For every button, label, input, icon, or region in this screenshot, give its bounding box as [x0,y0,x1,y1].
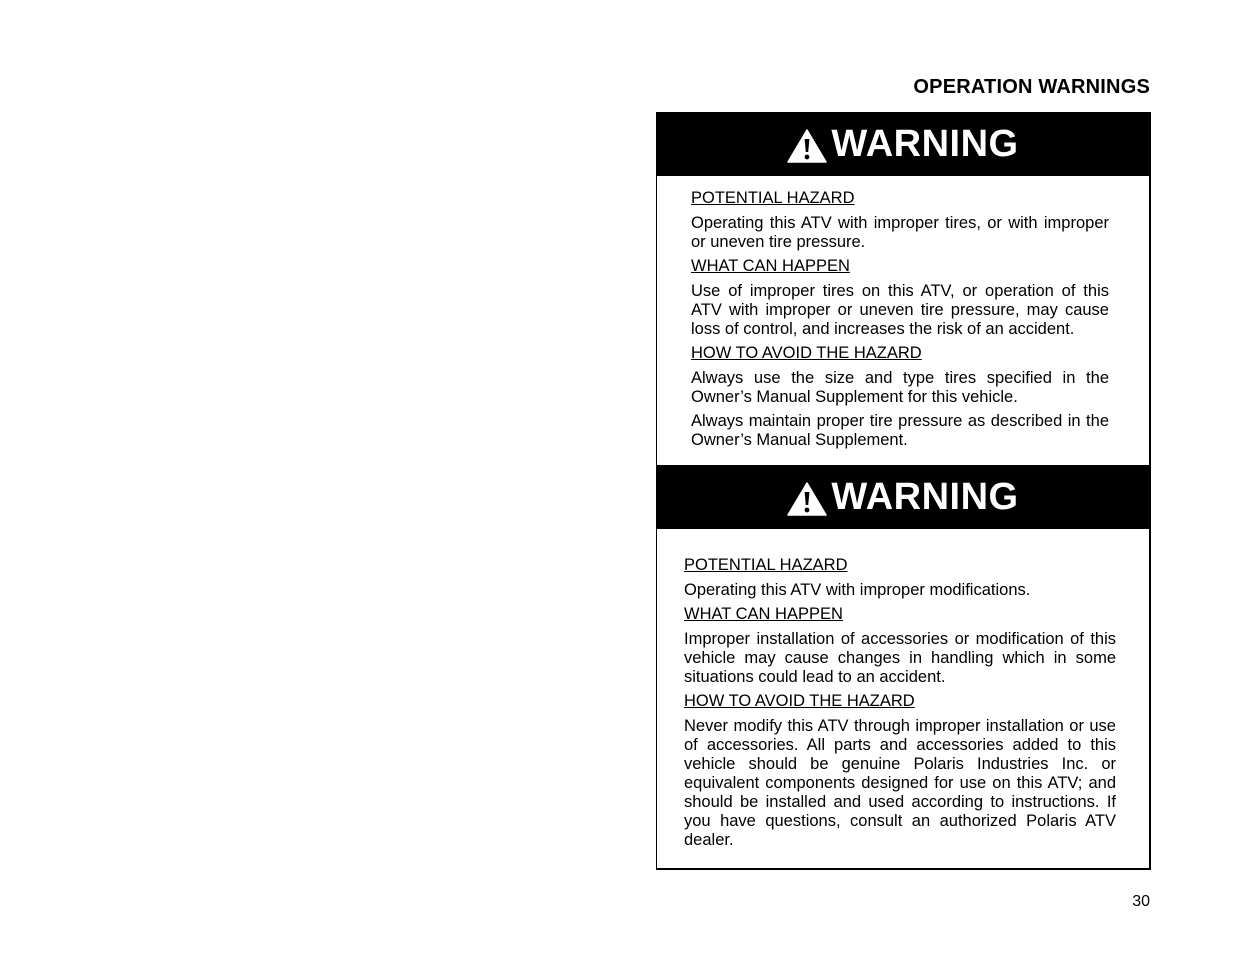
how-to-avoid-text: Never modify this ATV through improper installation or use of accessories. All parts and accessories added to this vehicle should be genuine Polaris Industries Inc. or equivalent components designed for use on this ATV; and should be installed and used according to instructions. If you have questions, consult an authorized Polaris ATV dealer. [684,717,1116,849]
potential-hazard-text: Operating this ATV with improper modifications. [684,581,1031,599]
warning-title: WARNING [831,122,1019,165]
what-can-happen-text: Improper installation of accessories or modification of this vehicle may cause changes in handling which in some situations could lead to an accident. [684,630,1116,686]
section-title: OPERATION WARNINGS [913,76,1150,98]
potential-hazard-heading: POTENTIAL HAZARD [684,556,848,574]
warning-header [657,112,1149,176]
warning-box [656,112,1151,870]
how-to-avoid-text: Always maintain proper tire pressure as described in the Owner’s Manual Supplement. [691,412,1109,449]
potential-hazard-heading: POTENTIAL HAZARD [691,189,855,207]
warning-body [684,556,1116,850]
potential-hazard-text: Operating this ATV with improper tires, or with improper or uneven tire pressure. [691,214,1109,251]
how-to-avoid-heading: HOW TO AVOID THE HAZARD [691,344,922,362]
page-number: 30 [1132,893,1150,910]
warning-triangle-icon [787,482,827,516]
what-can-happen-text: Use of improper tires on this ATV, or operation of this ATV with improper or uneven tire pressure, may cause loss of control, and increases the risk of an accident. [691,282,1109,338]
how-to-avoid-heading: HOW TO AVOID THE HAZARD [684,692,915,710]
how-to-avoid-text: Always use the size and type tires specified in the Owner’s Manual Supplement for this vehicle. [691,369,1109,406]
what-can-happen-heading: WHAT CAN HAPPEN [691,257,850,275]
what-can-happen-heading: WHAT CAN HAPPEN [684,605,843,623]
warning-title: WARNING [831,475,1019,518]
warning-triangle-icon [787,129,827,163]
warning-body [691,189,1109,450]
warning-header [657,465,1149,529]
